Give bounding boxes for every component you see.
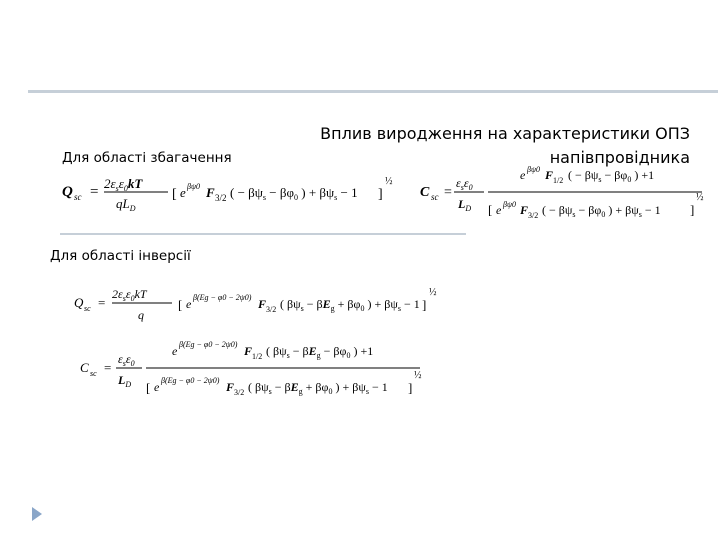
svg-text:sc: sc	[74, 192, 82, 202]
svg-text:βψ0: βψ0	[527, 165, 540, 174]
triangle-right-icon[interactable]	[32, 507, 42, 521]
svg-text:βψ0: βψ0	[503, 200, 516, 209]
svg-text:qLD: $qL_D$	[116, 196, 136, 213]
svg-text:3/2: 3/2	[528, 211, 539, 220]
svg-text:[: [	[488, 202, 493, 217]
svg-text:q: q	[138, 308, 144, 322]
svg-text:e: e	[520, 168, 526, 182]
svg-text:( − βψs − βφ0 ) +1: ( − $\beta\psi_s - \beta\varphi_0$ ) +1	[568, 168, 655, 184]
svg-text:=: =	[444, 185, 452, 200]
svg-text:[: [	[146, 380, 151, 395]
section-divider	[60, 233, 466, 235]
svg-text:2εsε0kT: $2\varepsilon_s\varepsilon_0kT$	[112, 287, 147, 303]
svg-text:1/2: 1/2	[252, 352, 263, 361]
svg-text:εsε0: $\varepsilon_s\varepsilon_0$	[118, 352, 135, 368]
svg-text:F: F	[206, 185, 215, 200]
top-divider	[28, 90, 718, 93]
svg-text:F: F	[545, 168, 554, 182]
svg-text:½: ½	[414, 370, 422, 381]
svg-text:3/2: 3/2	[266, 305, 277, 314]
svg-text:½: ½	[385, 176, 393, 187]
svg-text:β(Eg − φ0 − 2ψ0): β(Eg − φ0 − 2ψ0)	[193, 293, 252, 302]
svg-text:]: ]	[690, 202, 695, 217]
svg-text:[: [	[178, 297, 183, 312]
svg-text:sc: sc	[90, 369, 97, 378]
enrichment-label: Для області збагачення	[62, 150, 232, 166]
svg-text:β(Eg − φ0 − 2ψ0): β(Eg − φ0 − 2ψ0)	[161, 376, 220, 385]
svg-text:sc: sc	[84, 304, 91, 313]
slide-title-line2: напівпровідника	[549, 148, 690, 167]
slide-title-line1: Вплив виродження на характеристики ОПЗ	[320, 124, 690, 143]
svg-text:½: ½	[429, 287, 437, 298]
svg-text:( − βψs − βφ0 ) + βψs − 1: ( − $\beta\psi_s - \beta\varphi_0$ ) + $\beta\psi_s - 1$	[542, 203, 661, 219]
svg-text:]: ]	[422, 297, 427, 312]
svg-text:Q: Q	[62, 184, 73, 200]
svg-text:LD: $L_D$	[118, 373, 132, 389]
svg-text:3/2: 3/2	[234, 388, 245, 397]
svg-text:=: =	[98, 295, 106, 310]
svg-text:3/2: 3/2	[215, 193, 227, 203]
svg-text:LD: $L_D$	[458, 197, 472, 213]
formula-enrichment-capacitance	[418, 162, 714, 232]
svg-text:]: ]	[378, 187, 383, 202]
formula-inversion-charge	[72, 282, 448, 328]
formula-inversion-capacitance	[80, 338, 440, 414]
svg-text:1/2: 1/2	[553, 176, 564, 185]
svg-text:sc: sc	[431, 192, 439, 202]
svg-text:=: =	[104, 360, 112, 375]
svg-text:( − βψs − βφ0 ) + βψs − 1: ( − $\beta\psi_s - \beta\varphi_0$ ) + $\beta\psi_s - 1$	[230, 185, 358, 202]
svg-text:e: e	[172, 344, 178, 358]
svg-text:2εsε0kT: $2\varepsilon_s\varepsilon_0kT$	[104, 176, 143, 193]
svg-text:Q: Q	[74, 295, 84, 310]
svg-text:½: ½	[696, 192, 704, 203]
svg-text:F: F	[520, 203, 529, 217]
svg-text:F: F	[258, 297, 267, 311]
svg-text:e: e	[496, 203, 502, 217]
svg-text:=: =	[90, 184, 99, 200]
svg-text:e: e	[186, 297, 192, 311]
svg-text:βψ0: βψ0	[187, 182, 200, 191]
svg-text:( βψs − βEg + βφ0 ) + βψs − 1: ( $\beta\psi_s - \beta E_g + \beta\varphi_0$ ) + $\beta\psi_s - 1$	[248, 380, 388, 396]
svg-text:e: e	[154, 380, 160, 394]
svg-text:e: e	[180, 185, 186, 200]
svg-text:( βψs − βEg − βφ0 ) +1: ( $\beta\psi_s - \beta E_g - \beta\varphi_0$ ) +1	[266, 344, 374, 360]
svg-text:εsε0: $\varepsilon_s\varepsilon_0$	[456, 176, 473, 192]
svg-text:[: [	[172, 187, 177, 202]
svg-text:]: ]	[408, 380, 413, 395]
svg-text:F: F	[226, 380, 235, 394]
svg-text:C: C	[420, 185, 430, 200]
svg-text:( βψs − βEg + βφ0 ) + βψs − 1: ( $\beta\psi_s - \beta E_g + \beta\varphi_0$ ) + $\beta\psi_s - 1$	[280, 297, 420, 313]
svg-text:F: F	[244, 344, 253, 358]
inversion-label: Для області інверсії	[50, 248, 191, 264]
formula-enrichment-charge	[60, 168, 405, 214]
svg-text:β(Eg − φ0 − 2ψ0): β(Eg − φ0 − 2ψ0)	[179, 340, 238, 349]
svg-text:C: C	[80, 360, 89, 375]
